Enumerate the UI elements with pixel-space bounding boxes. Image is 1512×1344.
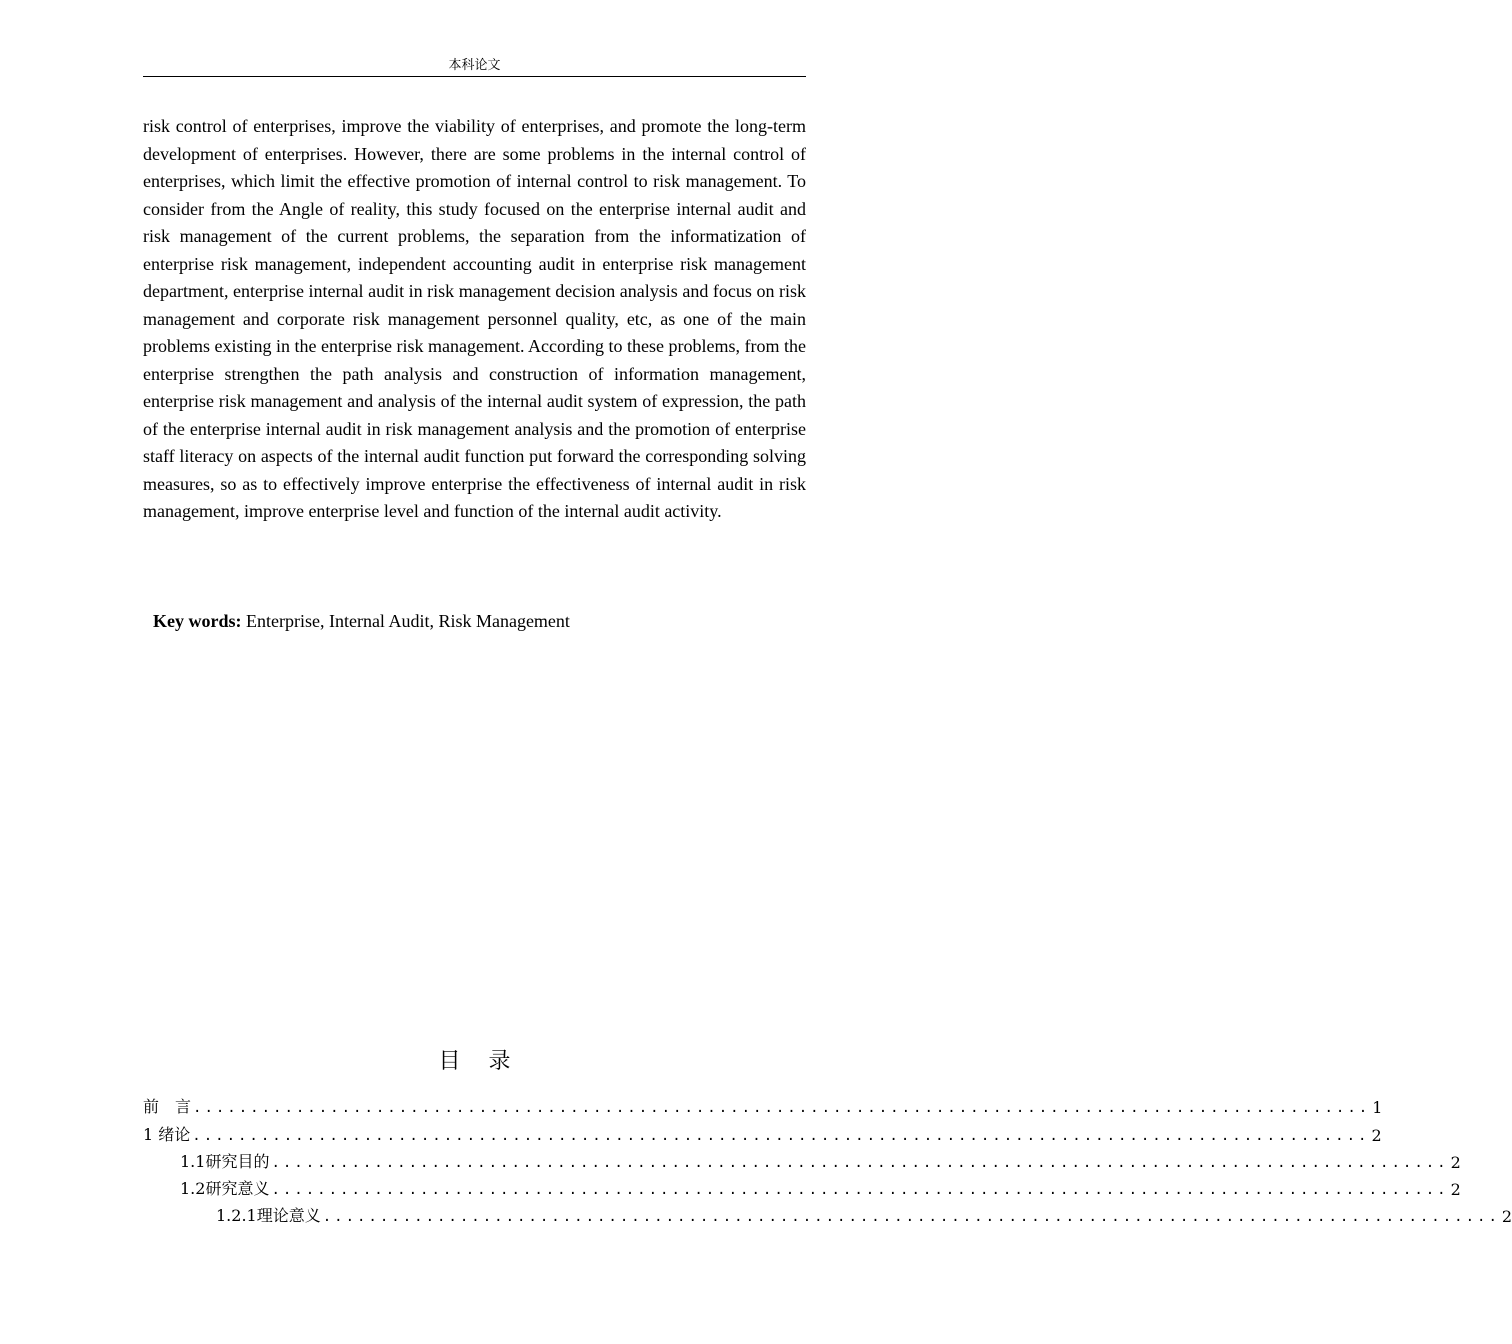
toc-entry-page: 2 [1371,1125,1382,1145]
toc-entry-text: 1.2.1理论意义 [216,1206,321,1226]
toc-leader-dots: ....................................................................................................... [322,1209,1500,1226]
toc-entry[interactable] [143,1172,1461,1200]
toc-leader-dots: ....................................................................................................... [271,1182,1449,1199]
toc-entry-page: 2 [1450,1152,1461,1172]
toc-entry-page: 1 [1372,1098,1383,1118]
toc-entry[interactable] [143,1090,1383,1118]
toc-entry[interactable] [143,1199,1512,1227]
toc-entry-text: 前 言 [143,1097,192,1117]
keywords-label: Key words: [153,611,242,631]
toc-title-char-2: 录 [488,1049,511,1074]
toc-list [143,1090,1512,1227]
toc-leader-dots: ....................................................................................................... [192,1127,1370,1144]
keywords-value: Enterprise, Internal Audit, Risk Management [241,611,570,631]
header-rule [143,76,806,77]
toc-title [143,1046,806,1078]
toc-leader-dots: ....................................................................................................... [193,1100,1371,1117]
toc-entry[interactable] [143,1145,1461,1172]
toc-entry-text: 1.1研究目的 [180,1151,270,1171]
toc-entry-text: 1 绪论 [143,1124,191,1144]
toc-entry-page: 2 [1501,1207,1512,1227]
keywords-line [153,608,806,635]
abstract-paragraph: risk control of enterprises, improve the viability of enterprises, and promote the long-term development of enterprises. However, there are some problems in the internal control of enterprises, which limit the effective promotion of internal control to risk management. To consider from the Angle of reality, this study focused on the enterprise internal audit and risk management of the current problems, the separation from the informatization of enterprise risk management, independent accounting audit in enterprise risk management department, enterprise internal audit in risk management decision analysis and focus on risk management and corporate risk management personnel quality, etc, as one of the main problems existing in the enterprise risk management. According to these problems, from the enterprise strengthen the path analysis and construction of information management, enterprise risk management and analysis of the internal audit system of expression, the path of the enterprise internal audit in risk management analysis and the promotion of enterprise staff literacy on aspects of the internal audit function put forward the corresponding solving measures, so as to effectively improve enterprise the effectiveness of internal audit in risk management, improve enterprise level and function of the internal audit activity. [143,116,806,521]
toc-title-char-1: 目 [438,1049,461,1074]
toc-entry-text: 1.2研究意义 [180,1179,270,1199]
toc-leader-dots: ....................................................................................................... [271,1154,1449,1171]
running-header: 本科论文 [448,58,501,73]
toc-entry-page: 2 [1450,1180,1461,1200]
toc-entry[interactable] [143,1117,1382,1145]
